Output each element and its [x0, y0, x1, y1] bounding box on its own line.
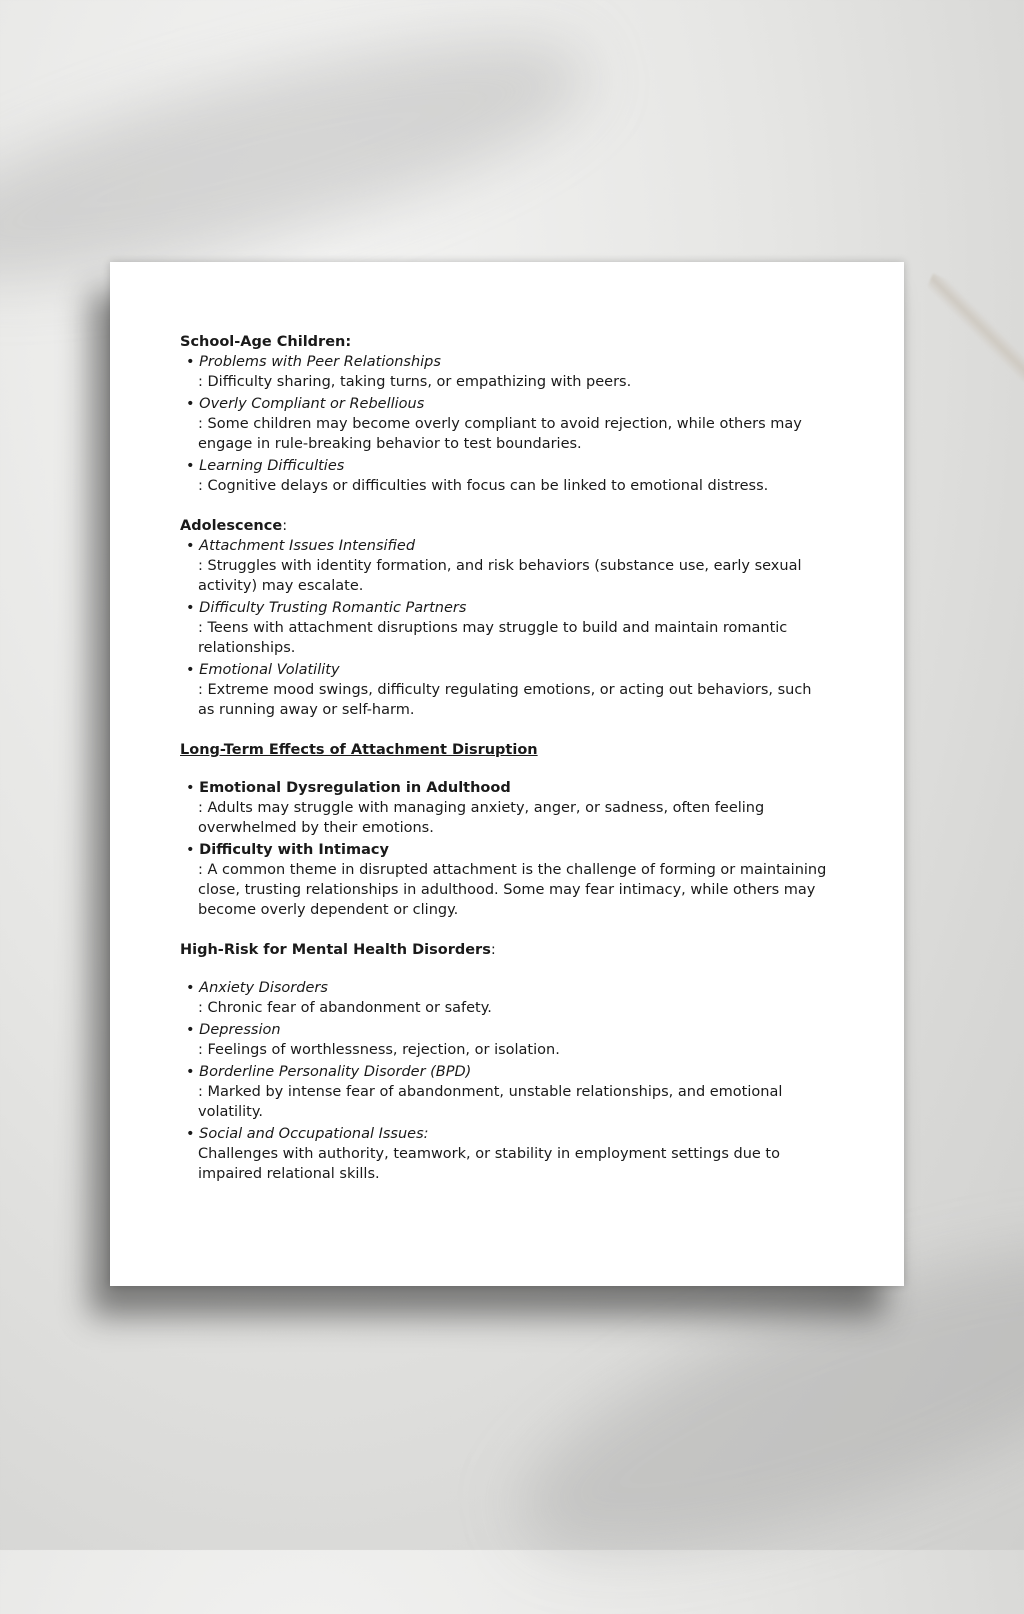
item-term: • Difficulty Trusting Romantic Partners	[186, 598, 830, 618]
item-term: • Depression	[186, 1020, 830, 1040]
section-heading: Long-Term Effects of Attachment Disruption	[180, 742, 538, 758]
list-item	[180, 978, 830, 1018]
list-item	[180, 1020, 830, 1060]
item-text: : Marked by intense fear of abandonment, unstable relationships, and emotional volatility.	[198, 1084, 783, 1120]
list-item	[180, 840, 830, 920]
item-term: • Difficulty with Intimacy	[186, 840, 830, 860]
item-text: : Adults may struggle with managing anxiety, anger, or sadness, often feeling overwhelmed by their emotions.	[198, 800, 765, 836]
list-item	[180, 352, 830, 392]
plant-decoration	[908, 273, 1024, 387]
list-item	[180, 1062, 830, 1122]
list-item	[180, 1124, 830, 1184]
section-heading: School-Age Children:	[180, 334, 352, 350]
item-term: • Social and Occupational Issues:	[186, 1124, 830, 1144]
item-text: : Some children may become overly compliant to avoid rejection, while others may engage in rule-breaking behavior to test boundaries.	[198, 416, 802, 452]
item-term: • Learning Difficulties	[186, 456, 830, 476]
item-term: • Overly Compliant or Rebellious	[186, 394, 830, 414]
item-text: : Cognitive delays or difficulties with focus can be linked to emotional distress.	[198, 478, 769, 494]
section-heading: High-Risk for Mental Health Disorders:	[180, 942, 496, 958]
item-term: • Anxiety Disorders	[186, 978, 830, 998]
item-text: : Teens with attachment disruptions may struggle to build and maintain romantic relationships.	[198, 620, 788, 656]
document-page	[110, 262, 904, 1286]
item-text: : Feelings of worthlessness, rejection, or isolation.	[198, 1042, 560, 1058]
list-item	[180, 778, 830, 838]
item-text: : Chronic fear of abandonment or safety.	[198, 1000, 492, 1016]
item-term: • Borderline Personality Disorder (BPD)	[186, 1062, 830, 1082]
list-item	[180, 456, 830, 496]
list-item	[180, 394, 830, 454]
list-item	[180, 536, 830, 596]
item-term: • Emotional Volatility	[186, 660, 830, 680]
item-term: • Emotional Dysregulation in Adulthood	[186, 778, 830, 798]
item-term: • Problems with Peer Relationships	[186, 352, 830, 372]
item-text: : A common theme in disrupted attachment is the challenge of forming or maintaining close, trusting relationships in adulthood. Some may fear intimacy, while others may become overly dependent or clingy.	[198, 862, 827, 918]
item-text: : Struggles with identity formation, and risk behaviors (substance use, early sexual activity) may escalate.	[198, 558, 802, 594]
list-item	[180, 660, 830, 720]
item-term: • Attachment Issues Intensified	[186, 536, 830, 556]
list-item	[180, 598, 830, 658]
document-content	[180, 332, 830, 1186]
section-heading: Adolescence:	[180, 518, 288, 534]
item-text: : Extreme mood swings, difficulty regulating emotions, or acting out behaviors, such as running away or self-harm.	[198, 682, 812, 718]
item-text: : Difficulty sharing, taking turns, or empathizing with peers.	[198, 374, 632, 390]
item-text: Challenges with authority, teamwork, or stability in employment settings due to impaired relational skills.	[198, 1146, 780, 1182]
